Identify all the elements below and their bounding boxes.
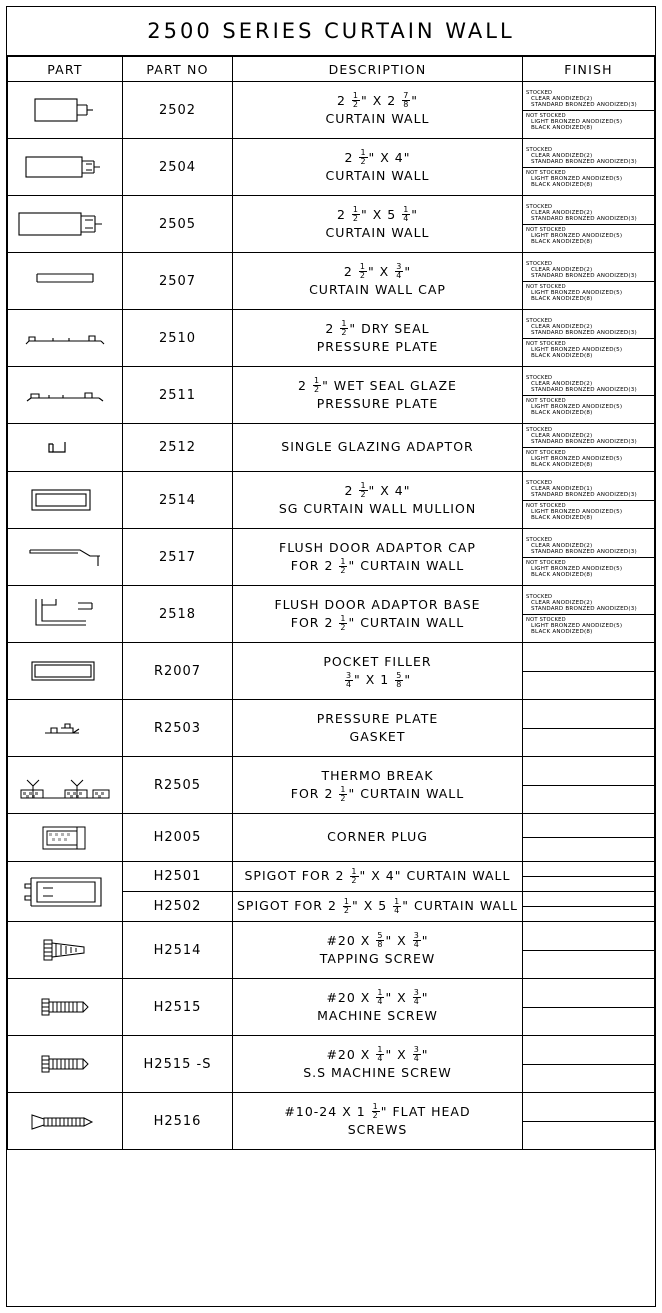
fraction: $\frac{5}{8}$ — [396, 670, 403, 689]
description-cell — [233, 139, 523, 196]
finish-item: LIGHT BRONZED ANODIZED(5) — [531, 565, 623, 572]
finish-list — [523, 316, 654, 361]
description-line: 2 $\frac{1}{2}$ " X 4" — [344, 481, 411, 500]
finish-half-top — [523, 837, 654, 838]
finish-item: LIGHT BRONZED ANODIZED(5) — [531, 175, 623, 182]
description-line: 2 $\frac{1}{2}$ " WET SEAL GLAZE — [298, 376, 457, 395]
fraction: $\frac{1}{2}$ — [360, 148, 367, 167]
fraction: $\frac{1}{2}$ — [313, 376, 321, 395]
table-row — [8, 1093, 655, 1150]
finish-empty — [523, 1064, 654, 1065]
finish-item: CLEAR ANODIZED(2) — [531, 266, 593, 273]
part-number-cell: H2005 — [123, 814, 233, 862]
finish-item: CLEAR ANODIZED(2) — [531, 323, 593, 330]
description-line: TAPPING SCREW — [319, 951, 436, 966]
finish-group-label: NOT STOCKED — [526, 397, 566, 404]
description-line: 2 $\frac{1}{2}$ " X 2 $\frac{7}{8}$ " — [336, 91, 419, 110]
finish-item: CLEAR ANODIZED(2) — [531, 380, 593, 387]
description-line: THERMO BREAK — [321, 767, 434, 783]
table-row — [8, 922, 655, 979]
finish-empty — [523, 671, 654, 672]
finish-item: STANDARD BRONZED ANODIZED(3) — [531, 605, 637, 612]
description-cell — [233, 472, 523, 529]
finish-item: BLACK ANODIZED(8) — [531, 352, 593, 359]
finish-empty — [523, 837, 654, 838]
finish-group-label: STOCKED — [526, 203, 553, 210]
finish-group-stocked — [523, 202, 654, 225]
finish-cell — [523, 1093, 655, 1150]
description-line: SINGLE GLAZING ADAPTOR — [281, 439, 474, 455]
part-shape-cell — [8, 529, 123, 586]
finish-cell — [523, 1036, 655, 1093]
finish-item: CLEAR ANODIZED(2) — [531, 152, 593, 159]
finish-group-label: STOCKED — [526, 146, 553, 153]
finish-empty — [523, 950, 654, 951]
part-shape-cell — [8, 424, 123, 472]
finish-group-stocked — [523, 88, 654, 111]
part-number-cell: R2007 — [123, 643, 233, 700]
finish-list — [523, 145, 654, 190]
description-line: 2 $\frac{1}{2}$ " X 4" — [344, 148, 411, 167]
fraction: $\frac{3}{4}$ — [396, 262, 403, 281]
description-line: SG CURTAIN WALL MULLION — [278, 501, 477, 516]
description-cell — [233, 643, 523, 700]
part-number-cell: 2510 — [123, 310, 233, 367]
part-shape-cell — [8, 1093, 123, 1150]
description-line: #20 X $\frac{1}{4}$ " X $\frac{3}{4}$ " — [326, 1045, 429, 1064]
part-number-cell: 2512 — [123, 424, 233, 472]
fraction: $\frac{1}{2}$ — [359, 262, 366, 281]
description-cell — [233, 367, 523, 424]
description-line: CURTAIN WALL — [325, 111, 430, 126]
finish-empty — [523, 1121, 654, 1122]
table-row — [8, 472, 655, 529]
part-shape-cell — [8, 253, 123, 310]
finish-group-stocked — [523, 373, 654, 396]
finish-group-label: NOT STOCKED — [526, 340, 566, 347]
finish-half-top — [523, 876, 654, 877]
table-row — [8, 424, 655, 472]
part-number-cell: 2502 — [123, 82, 233, 139]
description-line: PRESSURE PLATE — [316, 396, 439, 411]
description-line: 2 $\frac{1}{2}$ " X $\frac{3}{4}$ " — [343, 262, 412, 281]
finish-group-not-stocked — [523, 501, 654, 523]
finish-cell — [523, 757, 655, 814]
table-row — [8, 586, 655, 643]
fraction: $\frac{1}{2}$ — [352, 205, 359, 224]
description-line: FLUSH DOOR ADAPTOR CAP — [279, 539, 476, 555]
column-header-part: PART — [8, 57, 123, 82]
part-shape-cell — [8, 757, 123, 814]
part-shape-flat-head-screw — [8, 1101, 122, 1141]
finish-cell — [523, 979, 655, 1036]
finish-group-not-stocked — [523, 111, 654, 133]
finish-item: LIGHT BRONZED ANODIZED(5) — [531, 456, 623, 462]
fraction: $\frac{3}{4}$ — [413, 988, 420, 1007]
fraction: $\frac{1}{2}$ — [341, 319, 348, 338]
part-shape-cell — [8, 979, 123, 1036]
part-shape-cell — [8, 139, 123, 196]
finish-item: STANDARD BRONZED ANODIZED(3) — [531, 158, 637, 165]
fraction: $\frac{1}{4}$ — [403, 205, 410, 224]
part-number-cell: H2516 — [123, 1093, 233, 1150]
finish-item: LIGHT BRONZED ANODIZED(5) — [531, 232, 623, 239]
finish-item: LIGHT BRONZED ANODIZED(5) — [531, 346, 623, 353]
finish-item: BLACK ANODIZED(8) — [531, 409, 593, 416]
finish-group-label: STOCKED — [526, 89, 553, 96]
finish-item: LIGHT BRONZED ANODIZED(5) — [531, 289, 623, 296]
part-shape-cell — [8, 922, 123, 979]
finish-group-stocked — [523, 316, 654, 339]
table-row — [8, 643, 655, 700]
part-shape-mullion-small — [8, 90, 122, 130]
finish-group-stocked — [523, 535, 654, 558]
finish-list — [523, 478, 654, 523]
part-shape-cell — [8, 472, 123, 529]
description-cell — [233, 700, 523, 757]
part-shape-corner-plug — [8, 818, 122, 858]
finish-group-label: STOCKED — [526, 374, 553, 381]
part-shape-door-adaptor-cap — [8, 537, 122, 577]
finish-item: BLACK ANODIZED(8) — [531, 124, 593, 131]
description-cell — [233, 814, 523, 862]
table-row — [8, 814, 655, 862]
finish-item: LIGHT BRONZED ANODIZED(5) — [531, 403, 623, 410]
part-shape-cell — [8, 586, 123, 643]
part-shape-machine-screw — [8, 987, 122, 1027]
finish-group-label: NOT STOCKED — [526, 616, 566, 623]
finish-item: CLEAR ANODIZED(2) — [531, 209, 593, 216]
description-line: CORNER PLUG — [327, 829, 428, 845]
description-line: #10-24 X 1 $\frac{1}{2}$ " FLAT HEAD — [284, 1102, 471, 1121]
finish-half-top — [523, 728, 654, 729]
table-header — [8, 57, 655, 82]
description-cell — [233, 862, 523, 892]
finish-group-label: STOCKED — [526, 479, 553, 486]
part-shape-thermo-break — [8, 764, 122, 806]
finish-half-top — [523, 785, 654, 786]
finish-group-stocked — [523, 478, 654, 501]
column-header-description: DESCRIPTION — [233, 57, 523, 82]
fraction: $\frac{1}{2}$ — [343, 896, 350, 915]
fraction: $\frac{1}{2}$ — [351, 866, 358, 885]
finish-item: BLACK ANODIZED(8) — [531, 514, 593, 521]
finish-item: STANDARD BRONZED ANODIZED(3) — [531, 548, 637, 555]
finish-list — [523, 535, 654, 580]
description-cell — [233, 196, 523, 253]
description-cell — [233, 922, 523, 979]
finish-group-not-stocked — [523, 282, 654, 304]
finish-half-top — [523, 950, 654, 951]
description-cell — [233, 310, 523, 367]
description-line: MACHINE SCREW — [317, 1008, 438, 1023]
fraction: $\frac{1}{4}$ — [377, 1045, 384, 1064]
finish-item: STANDARD BRONZED ANODIZED(3) — [531, 215, 637, 222]
description-line: 2 $\frac{1}{2}$ " DRY SEAL — [325, 319, 430, 338]
description-line: #20 X $\frac{1}{4}$ " X $\frac{3}{4}$ " — [326, 988, 429, 1007]
finish-empty — [523, 906, 654, 907]
finish-cell — [523, 700, 655, 757]
fraction: $\frac{7}{8}$ — [403, 91, 410, 110]
table-row — [8, 700, 655, 757]
finish-half-top — [523, 1121, 654, 1122]
finish-item: CLEAR ANODIZED(2) — [531, 95, 593, 102]
finish-group-label: STOCKED — [526, 536, 553, 543]
part-number-cell: R2503 — [123, 700, 233, 757]
finish-cell — [523, 82, 655, 139]
fraction: $\frac{1}{2}$ — [340, 556, 347, 575]
description-line: GASKET — [349, 729, 406, 744]
finish-group-not-stocked — [523, 339, 654, 361]
fraction: $\frac{1}{4}$ — [394, 896, 401, 915]
finish-group-not-stocked — [523, 168, 654, 190]
finish-item: LIGHT BRONZED ANODIZED(5) — [531, 118, 623, 125]
finish-item: BLACK ANODIZED(8) — [531, 181, 593, 188]
title-bar — [7, 7, 655, 56]
description-line: FLUSH DOOR ADAPTOR BASE — [274, 596, 481, 612]
part-number-cell: H2515 -S — [123, 1036, 233, 1093]
part-shape-cell — [8, 196, 123, 253]
part-shape-cap — [8, 261, 122, 301]
description-cell — [233, 253, 523, 310]
finish-group-not-stocked — [523, 615, 654, 637]
table-row — [8, 367, 655, 424]
part-number-cell: 2505 — [123, 196, 233, 253]
finish-item: CLEAR ANODIZED(2) — [531, 542, 593, 549]
finish-group-stocked — [523, 259, 654, 282]
part-shape-cell — [8, 367, 123, 424]
table-row — [8, 529, 655, 586]
fraction: $\frac{1}{2}$ — [372, 1102, 379, 1121]
finish-group-label: NOT STOCKED — [526, 502, 566, 509]
fraction: $\frac{3}{4}$ — [413, 931, 420, 950]
finish-cell — [523, 139, 655, 196]
part-shape-cell — [8, 1036, 123, 1093]
description-line: SCREWS — [347, 1122, 408, 1137]
description-line: CURTAIN WALL — [325, 225, 430, 240]
finish-cell — [523, 643, 655, 700]
finish-cell — [523, 586, 655, 643]
finish-item: CLEAR ANODIZED(2) — [531, 433, 593, 439]
finish-list — [523, 259, 654, 304]
finish-group-label: STOCKED — [526, 260, 553, 267]
description-line: CURTAIN WALL CAP — [309, 282, 446, 297]
description-cell — [233, 82, 523, 139]
part-shape-mullion-large — [8, 204, 122, 244]
finish-list — [523, 88, 654, 133]
finish-group-not-stocked — [523, 225, 654, 247]
table-row — [8, 253, 655, 310]
description-line: SPIGOT FOR 2 $\frac{1}{2}$ " X 4" CURTAIN WALL — [244, 866, 511, 885]
finish-cell — [523, 424, 655, 472]
finish-group-not-stocked — [523, 558, 654, 580]
description-line: FOR 2 $\frac{1}{2}$ " CURTAIN WALL — [290, 556, 465, 575]
finish-empty — [523, 728, 654, 729]
finish-item: CLEAR ANODIZED(2) — [531, 599, 593, 606]
finish-group-label: NOT STOCKED — [526, 450, 566, 456]
finish-item: BLACK ANODIZED(8) — [531, 238, 593, 245]
fraction: $\frac{5}{8}$ — [377, 931, 384, 950]
finish-group-not-stocked — [523, 396, 654, 418]
description-line: PRESSURE PLATE — [316, 339, 439, 354]
part-shape-cell — [8, 862, 123, 922]
part-shape-gasket — [8, 708, 122, 748]
finish-group-label: STOCKED — [526, 593, 553, 600]
description-cell — [233, 892, 523, 922]
table-row — [8, 310, 655, 367]
part-number-cell: 2507 — [123, 253, 233, 310]
part-shape-wet-seal-plate — [8, 375, 122, 415]
part-number-cell: H2501 — [123, 862, 233, 892]
finish-cell — [523, 892, 655, 922]
finish-cell — [523, 472, 655, 529]
part-shape-spigot — [8, 870, 122, 914]
fraction: $\frac{1}{2}$ — [340, 613, 347, 632]
drawing-frame — [6, 6, 656, 1307]
finish-item: STANDARD BRONZED ANODIZED(3) — [531, 101, 637, 108]
description-cell — [233, 979, 523, 1036]
finish-cell — [523, 310, 655, 367]
fraction: $\frac{1}{2}$ — [352, 91, 359, 110]
column-header-finish: FINISH — [523, 57, 655, 82]
part-number-cell: R2505 — [123, 757, 233, 814]
part-number-cell: H2502 — [123, 892, 233, 922]
table-row — [8, 139, 655, 196]
finish-cell — [523, 814, 655, 862]
finish-cell — [523, 253, 655, 310]
finish-cell — [523, 196, 655, 253]
finish-item: STANDARD BRONZED ANODIZED(3) — [531, 386, 637, 393]
finish-empty — [523, 1007, 654, 1008]
part-shape-glazing-adaptor — [8, 428, 122, 468]
part-shape-cell — [8, 814, 123, 862]
part-shape-tapping-screw — [8, 930, 122, 970]
part-shape-cell — [8, 643, 123, 700]
finish-group-label: NOT STOCKED — [526, 559, 566, 566]
part-number-cell: 2514 — [123, 472, 233, 529]
description-line: POCKET FILLER — [323, 653, 432, 669]
finish-item: LIGHT BRONZED ANODIZED(5) — [531, 622, 623, 629]
finish-item: BLACK ANODIZED(8) — [531, 295, 593, 302]
finish-group-label: STOCKED — [526, 317, 553, 324]
finish-item: BLACK ANODIZED(8) — [531, 628, 593, 635]
part-number-cell: 2504 — [123, 139, 233, 196]
description-line: CURTAIN WALL — [325, 168, 430, 183]
finish-empty — [523, 876, 654, 877]
table-row — [8, 1036, 655, 1093]
finish-list — [523, 373, 654, 418]
finish-item: STANDARD BRONZED ANODIZED(3) — [531, 439, 637, 445]
fraction: $\frac{1}{2}$ — [360, 481, 367, 500]
table-body — [8, 82, 655, 1150]
finish-cell — [523, 529, 655, 586]
finish-list — [523, 202, 654, 247]
finish-cell — [523, 922, 655, 979]
part-shape-sg-mullion — [8, 480, 122, 520]
part-shape-door-adaptor-base — [8, 593, 122, 635]
parts-table — [7, 56, 655, 1150]
finish-item: BLACK ANODIZED(8) — [531, 571, 593, 578]
finish-item: STANDARD BRONZED ANODIZED(3) — [531, 491, 637, 498]
part-shape-ss-machine-screw — [8, 1044, 122, 1084]
description-cell — [233, 586, 523, 643]
finish-group-stocked — [523, 425, 654, 448]
finish-item: LIGHT BRONZED ANODIZED(5) — [531, 508, 623, 515]
description-line: FOR 2 $\frac{1}{2}$ " CURTAIN WALL — [290, 784, 465, 803]
description-line: 2 $\frac{1}{2}$ " X 5 $\frac{1}{4}$ " — [336, 205, 419, 224]
part-shape-pocket-filler — [8, 651, 122, 691]
finish-group-label: NOT STOCKED — [526, 226, 566, 233]
finish-item: CLEAR ANODIZED(1) — [531, 485, 593, 492]
fraction: $\frac{1}{4}$ — [377, 988, 384, 1007]
description-cell — [233, 1036, 523, 1093]
finish-cell — [523, 367, 655, 424]
finish-group-label: NOT STOCKED — [526, 283, 566, 290]
finish-group-label: NOT STOCKED — [526, 112, 566, 119]
part-number-cell: 2518 — [123, 586, 233, 643]
table-row — [8, 82, 655, 139]
table-row — [8, 862, 655, 892]
finish-half-top — [523, 671, 654, 672]
fraction: $\frac{3}{4}$ — [345, 670, 353, 689]
description-line: FOR 2 $\frac{1}{2}$ " CURTAIN WALL — [290, 613, 465, 632]
description-line: S.S MACHINE SCREW — [303, 1065, 452, 1080]
finish-group-label: STOCKED — [526, 427, 553, 433]
part-shape-dry-seal-plate — [8, 318, 122, 358]
part-shape-cell — [8, 310, 123, 367]
finish-cell — [523, 862, 655, 892]
finish-half-top — [523, 1064, 654, 1065]
part-number-cell: H2514 — [123, 922, 233, 979]
finish-item: STANDARD BRONZED ANODIZED(3) — [531, 329, 637, 336]
finish-group-stocked — [523, 145, 654, 168]
part-shape-cell — [8, 700, 123, 757]
description-cell — [233, 1093, 523, 1150]
part-number-cell: H2515 — [123, 979, 233, 1036]
finish-empty — [523, 785, 654, 786]
part-number-cell: 2511 — [123, 367, 233, 424]
column-header-part-no: PART NO — [123, 57, 233, 82]
finish-list — [523, 592, 654, 637]
description-line: PRESSURE PLATE — [316, 710, 439, 726]
part-shape-cell — [8, 82, 123, 139]
description-cell — [233, 424, 523, 472]
table-row — [8, 757, 655, 814]
description-cell — [233, 757, 523, 814]
finish-item: STANDARD BRONZED ANODIZED(3) — [531, 272, 637, 279]
description-line: $\frac{3}{4}$ " X 1 $\frac{5}{8}$ " — [345, 670, 412, 689]
finish-item: BLACK ANODIZED(8) — [531, 462, 593, 468]
table-row — [8, 196, 655, 253]
description-line: SPIGOT FOR 2 $\frac{1}{2}$ " X 5 $\frac{1}{4}$ " CURTAIN WALL — [236, 896, 519, 915]
finish-half-top — [523, 1007, 654, 1008]
finish-list — [523, 425, 654, 470]
finish-half-top — [523, 906, 654, 907]
finish-group-not-stocked — [523, 448, 654, 470]
description-line: #20 X $\frac{5}{8}$ " X $\frac{3}{4}$ " — [326, 931, 429, 950]
fraction: $\frac{3}{4}$ — [413, 1045, 420, 1064]
part-number-cell: 2517 — [123, 529, 233, 586]
fraction: $\frac{1}{2}$ — [340, 784, 347, 803]
table-row — [8, 979, 655, 1036]
part-shape-mullion-med — [8, 147, 122, 187]
description-cell — [233, 529, 523, 586]
finish-group-label: NOT STOCKED — [526, 169, 566, 176]
page-title: 2500 SERIES CURTAIN WALL — [147, 19, 515, 43]
finish-group-stocked — [523, 592, 654, 615]
